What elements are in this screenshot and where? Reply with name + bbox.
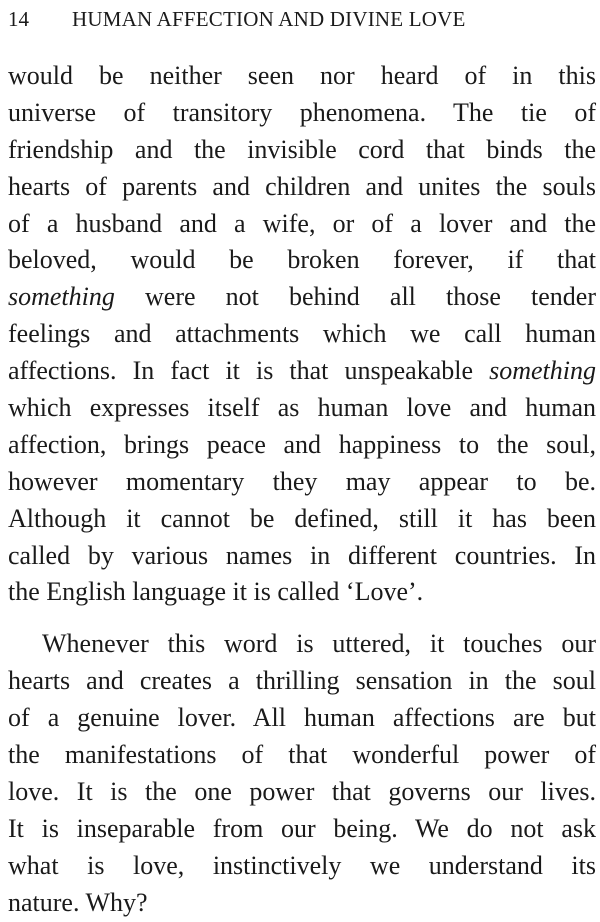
text-line: however momentary they may appear to be. <box>8 466 596 496</box>
text-line: love. It is the one power that governs our lives. <box>8 776 596 806</box>
text-line: hearts and creates a thrilling sensation in the soul <box>8 666 596 696</box>
text-line: what is love, instinctively we understand its <box>8 850 596 880</box>
text-line: which expresses itself as human love and human <box>8 393 596 423</box>
text-line: would be neither seen nor heard of in this <box>8 61 596 90</box>
text-line: It is inseparable from our being. We do not ask <box>8 813 596 843</box>
text-line: the manifestations of that wonderful power of <box>8 740 596 770</box>
text-line: of a genuine lover. All human affections are but <box>8 703 596 733</box>
emphasized-word: something <box>489 356 596 386</box>
emphasized-word: something <box>8 282 115 312</box>
book-title: HUMAN AFFECTION AND DIVINE LOVE <box>72 7 466 31</box>
text-line: universe of transitory phenomena. The tie of <box>8 97 596 127</box>
text-line: of a husband and a wife, or of a lover and the <box>8 208 596 238</box>
text-line: feelings and attachments which we call human <box>8 319 596 349</box>
text-line: Whenever this word is uttered, it touches our <box>42 629 596 659</box>
paragraph <box>8 626 596 921</box>
paragraph <box>8 58 596 611</box>
text-line: called by various names in different countries. In <box>8 540 596 570</box>
text-line: beloved, would be broken forever, if that <box>8 245 596 275</box>
text-line: hearts of parents and children and unites the souls <box>8 171 596 201</box>
text-line: affection, brings peace and happiness to the soul, <box>8 429 596 459</box>
running-head <box>8 6 592 32</box>
paragraph-gap <box>8 611 596 626</box>
text-line: friendship and the invisible cord that binds the <box>8 134 596 164</box>
text-line: affections. In fact it is that unspeakable something <box>8 356 596 386</box>
text-line: Although it cannot be defined, still it has been <box>8 503 596 533</box>
body-text <box>8 58 596 921</box>
text-line: nature. Why? <box>8 887 148 917</box>
text-line: the English language it is called ‘Love’. <box>8 577 424 607</box>
page-number: 14 <box>8 7 29 31</box>
text-line: something were not behind all those tender <box>8 282 596 312</box>
